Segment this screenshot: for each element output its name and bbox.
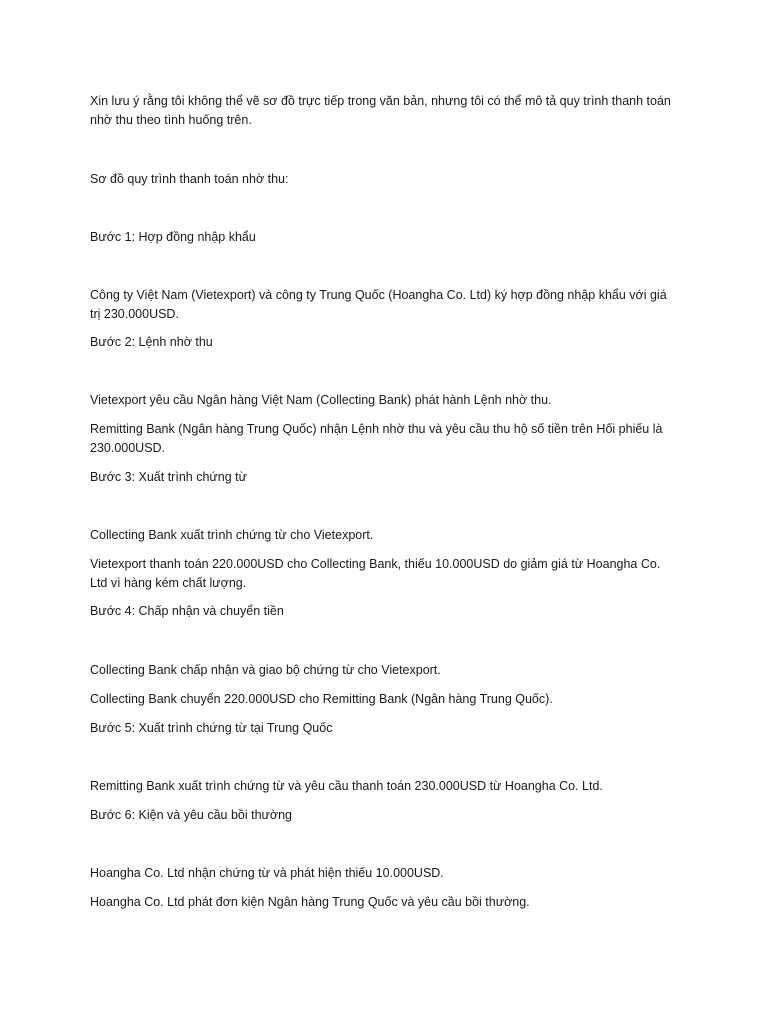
step-2-paragraph-1: Vietexport yêu cầu Ngân hàng Việt Nam (Collecting Bank) phát hành Lệnh nhờ thu. <box>90 393 552 407</box>
step-6-paragraph-2: Hoangha Co. Ltd phát đơn kiện Ngân hàng Trung Quốc và yêu cầu bồi thường. <box>90 895 530 909</box>
step-4-paragraph-2: Collecting Bank chuyển 220.000USD cho Remitting Bank (Ngân hàng Trung Quốc). <box>90 692 553 706</box>
step-5-heading: Bước 5: Xuất trình chứng từ tại Trung Quốc <box>90 721 333 735</box>
step-4-heading: Bước 4: Chấp nhận và chuyển tiền <box>90 604 284 618</box>
intro-paragraph: Xin lưu ý rằng tôi không thể vẽ sơ đồ trực tiếp trong văn bản, nhưng tôi có thể mô tả quy trình thanh toán nhờ thu theo tình huống trên. <box>90 94 671 127</box>
step-3-paragraph-1: Collecting Bank xuất trình chứng từ cho Vietexport. <box>90 528 374 542</box>
step-6-paragraph-1: Hoangha Co. Ltd nhận chứng từ và phát hiện thiếu 10.000USD. <box>90 866 444 880</box>
step-1-paragraph: Công ty Việt Nam (Vietexport) và công ty Trung Quốc (Hoangha Co. Ltd) ký hợp đồng nhập khẩu với giá trị 230.000USD. <box>90 288 667 321</box>
step-6-heading: Bước 6: Kiện và yêu cầu bồi thường <box>90 808 292 822</box>
diagram-heading: Sơ đồ quy trình thanh toán nhờ thu: <box>90 172 289 186</box>
step-4-paragraph-1: Collecting Bank chấp nhận và giao bộ chứng từ cho Vietexport. <box>90 663 441 677</box>
step-2-paragraph-2: Remitting Bank (Ngân hàng Trung Quốc) nhận Lệnh nhờ thu và yêu cầu thu hộ số tiền trên Hối phiếu là 230.000USD. <box>90 422 663 455</box>
step-1-heading: Bước 1: Hợp đồng nhập khẩu <box>90 230 256 244</box>
step-5-paragraph: Remitting Bank xuất trình chứng từ và yêu cầu thanh toán 230.000USD từ Hoangha Co. Ltd. <box>90 779 603 793</box>
step-3-heading: Bước 3: Xuất trình chứng từ <box>90 470 247 484</box>
step-3-paragraph-2: Vietexport thanh toán 220.000USD cho Collecting Bank, thiếu 10.000USD do giảm giá từ Hoangha Co. Ltd vì hàng kém chất lượng. <box>90 557 661 590</box>
step-2-heading: Bước 2: Lệnh nhờ thu <box>90 335 213 349</box>
